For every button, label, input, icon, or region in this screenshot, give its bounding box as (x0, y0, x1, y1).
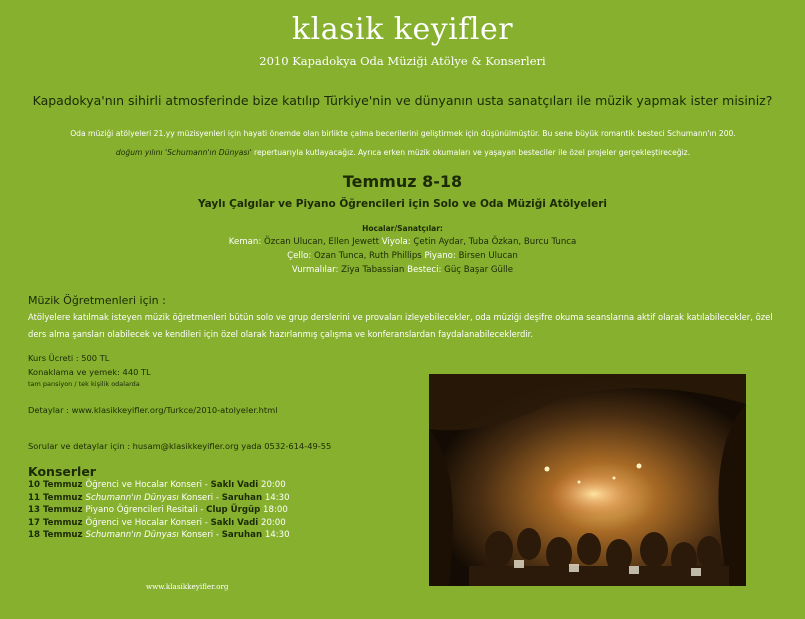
concerts-heading: Konserler (28, 464, 96, 479)
concert-venue: Saklı Vadi (210, 480, 259, 490)
concert-venue: Saklı Vadi (210, 517, 259, 528)
concert-date: 18 Temmuz (28, 530, 86, 540)
concert-venue: Clup Ürgüp (206, 505, 261, 515)
concert-row (28, 530, 290, 540)
contact-info[interactable]: Sorular ve detaylar için : husam@klasikkeyifler.org yada 0532-614-49-55 (28, 441, 332, 451)
faculty-heading: Hocalar/Sanatçılar: (362, 224, 443, 233)
page-subtitle: 2010 Kapadokya Oda Müziği Atölye & Konserleri (259, 54, 546, 68)
course-fee: Kurs Ücreti : 500 TL (28, 353, 110, 363)
concert-venue: Saruhan (221, 530, 263, 540)
faculty-names: Ozan Tunca, Ruth Phillips (314, 251, 425, 261)
faculty-line-2 (0, 251, 805, 261)
website-link[interactable]: www.klasikkeyifler.org (146, 582, 229, 591)
lodging-fee: Konaklama ve yemek: 440 TL (28, 367, 151, 377)
concert-row (28, 480, 286, 490)
concert-time: 14:30 (262, 530, 290, 540)
intro-line-2 (28, 143, 778, 162)
lodging-note: tam pansiyon / tek kişilik odalarda (28, 380, 140, 388)
concert-time: 20:00 (258, 517, 286, 528)
concert-date: 13 Temmuz (28, 505, 86, 515)
faculty-names: Güç Başar Gülle (444, 265, 514, 275)
intro-highlight: doğum yılını 'Schumann'ın Dünyası' (115, 148, 254, 157)
concert-venue: Saruhan (221, 492, 263, 503)
details-link[interactable]: Detaylar : www.klasikkeyifler.org/Turkce/2010-atolyeler.html (28, 405, 278, 415)
teachers-heading: Müzik Öğretmenleri için : (28, 294, 166, 307)
concert-title-rest: Konseri - (178, 530, 222, 540)
intro-paragraph (28, 124, 778, 162)
concert-time: 20:00 (258, 480, 286, 490)
concert-title: Piyano Öğrencileri Resitali - (85, 505, 207, 515)
concert-row (28, 505, 288, 515)
teachers-text: Atölyelere katılmak isteyen müzik öğretmenleri bütün solo ve grup derslerini ve provaları izleyebilecekler, oda müziği deşifre okuma seanslarına aktif olarak katılabilecekler, özel ders alma şansları olabilecek ve kendileri için özel olarak hazırlanmış çalışma ve konferanslardan faydalanabileceklerdir. (28, 312, 773, 339)
concert-title: Öğrenci ve Hocalar Konseri - (85, 480, 211, 490)
faculty-role: Besteci: (407, 265, 445, 275)
faculty-role: Viyola: (381, 237, 414, 247)
workshop-title: Yaylı Çalgılar ve Piyano Öğrencileri için Solo ve Oda Müziği Atölyeleri (198, 198, 607, 210)
faculty-role: Piyano: (424, 251, 459, 261)
faculty-line-3 (0, 265, 805, 275)
concert-title-rest: Konseri - (178, 492, 222, 503)
concert-title: Schumann'ın Dünyası (85, 530, 179, 540)
faculty-role: Çello: (287, 251, 315, 261)
concert-title: Schumann'ın Dünyası (85, 492, 179, 503)
faculty-names: Çetin Aydar, Tuba Özkan, Burcu Tunca (413, 237, 577, 247)
concert-time: 14:30 (262, 492, 290, 503)
faculty-line-1 (0, 237, 805, 247)
cave-concert-photo (429, 374, 746, 586)
faculty-names: Birsen Ulucan (458, 251, 518, 261)
concert-row (28, 493, 290, 503)
faculty-role: Vurmalılar: (291, 265, 342, 275)
concert-row (28, 518, 286, 528)
intro-line-2-rest: repertuarıyla kutlayacağız. Ayrıca erken müzik okumaları ve yaşayan besteciler ile özel projeler gerçekleştireceğiz. (254, 148, 691, 157)
workshop-dates: Temmuz 8-18 (342, 172, 463, 191)
faculty-names: Ziya Tabassian (341, 265, 408, 275)
concert-date: 17 Temmuz (28, 517, 86, 528)
page-title: klasik keyifler (291, 12, 514, 47)
concert-title: Öğrenci ve Hocalar Konseri - (85, 517, 211, 528)
concert-date: 10 Temmuz (28, 480, 86, 490)
faculty-role: Keman: (228, 237, 264, 247)
invitation-question: Kapadokya'nın sihirli atmosferinde bize katılıp Türkiye'nin ve dünyanın usta sanatçıları ile müzik yapmak ister misiniz? (32, 93, 773, 108)
concert-time: 18:00 (260, 505, 288, 515)
concert-date: 11 Temmuz (28, 492, 86, 503)
intro-line-1: Oda müziği atölyeleri 21.yy müzisyenleri için hayati önemde olan birlikte çalma becerilerini geliştirmek için düşünülmüştür. Bu sene büyük romantik besteci Schumann'ın 200. (70, 129, 736, 138)
faculty-names: Özcan Ulucan, Ellen Jewett (263, 237, 382, 247)
